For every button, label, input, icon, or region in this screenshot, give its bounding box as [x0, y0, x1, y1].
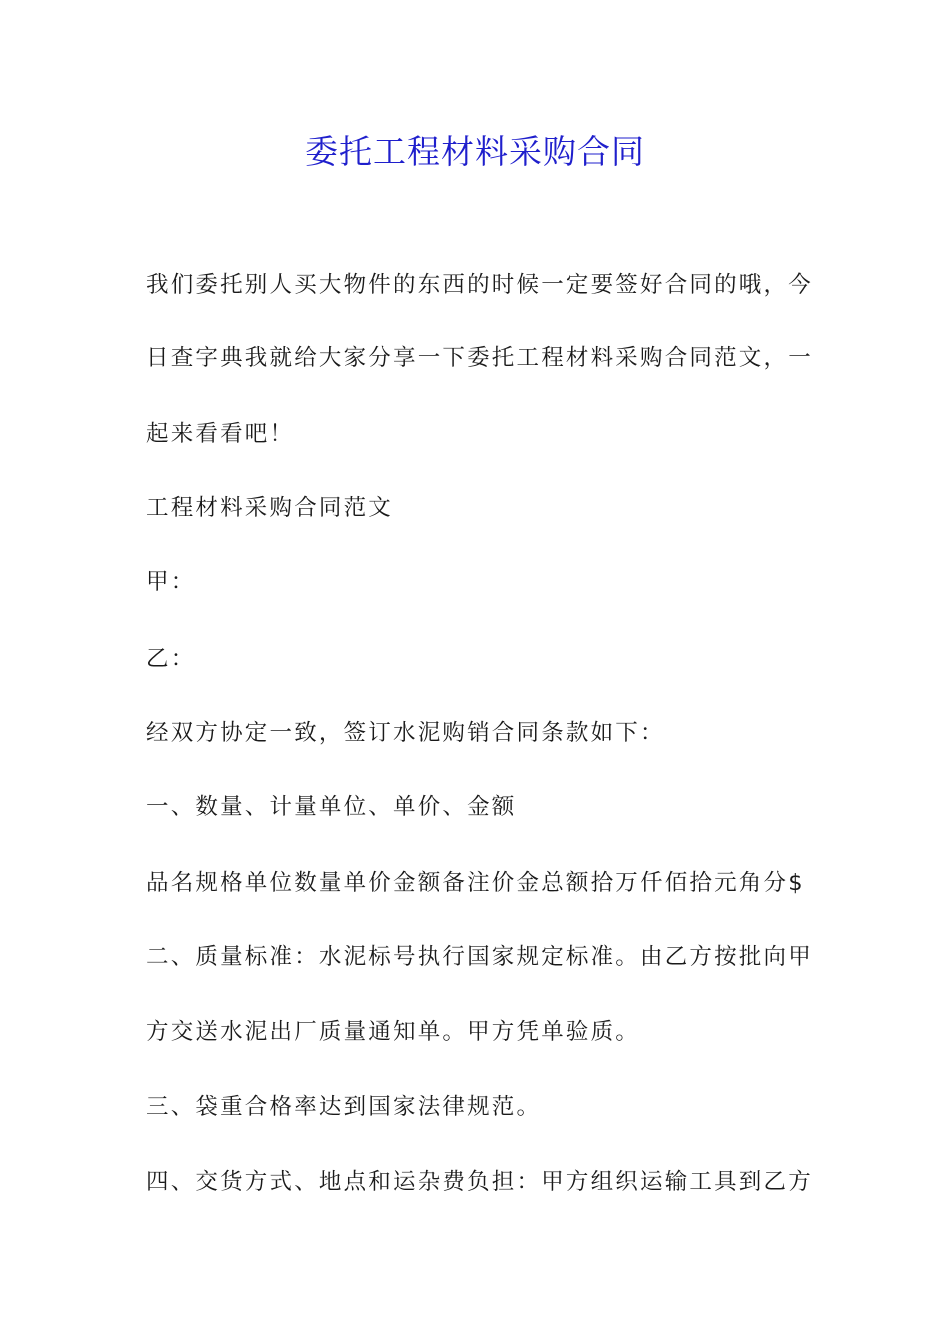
- clause-4-line-1: 四、交货方式、地点和运杂费负担：甲方组织运输工具到乙方: [146, 1169, 813, 1195]
- party-b-line: 乙：: [146, 646, 196, 672]
- document-title: 委托工程材料采购合同: [305, 132, 645, 171]
- clause-1-table-line: 品名规格单位数量单价金额备注价金总额拾万仟佰拾元角分$: [146, 870, 805, 896]
- clause-1-line: 一、数量、计量单位、单价、金额: [146, 794, 517, 820]
- contract-heading: 工程材料采购合同范文: [146, 495, 394, 521]
- intro-line-3: 起来看看吧！: [146, 421, 295, 447]
- intro-line-1: 我们委托别人买大物件的东西的时候一定要签好合同的哦，今: [146, 272, 813, 298]
- party-a-line: 甲：: [146, 569, 196, 595]
- agreement-line: 经双方协定一致，签订水泥购销合同条款如下：: [146, 720, 665, 746]
- clause-2-line-1: 二、质量标准：水泥标号执行国家规定标准。由乙方按批向甲: [146, 944, 813, 970]
- intro-line-2: 日查字典我就给大家分享一下委托工程材料采购合同范文，一: [146, 345, 813, 371]
- clause-2-line-2: 方交送水泥出厂质量通知单。甲方凭单验质。: [146, 1019, 641, 1045]
- clause-3-line: 三、袋重合格率达到国家法律规范。: [146, 1094, 542, 1120]
